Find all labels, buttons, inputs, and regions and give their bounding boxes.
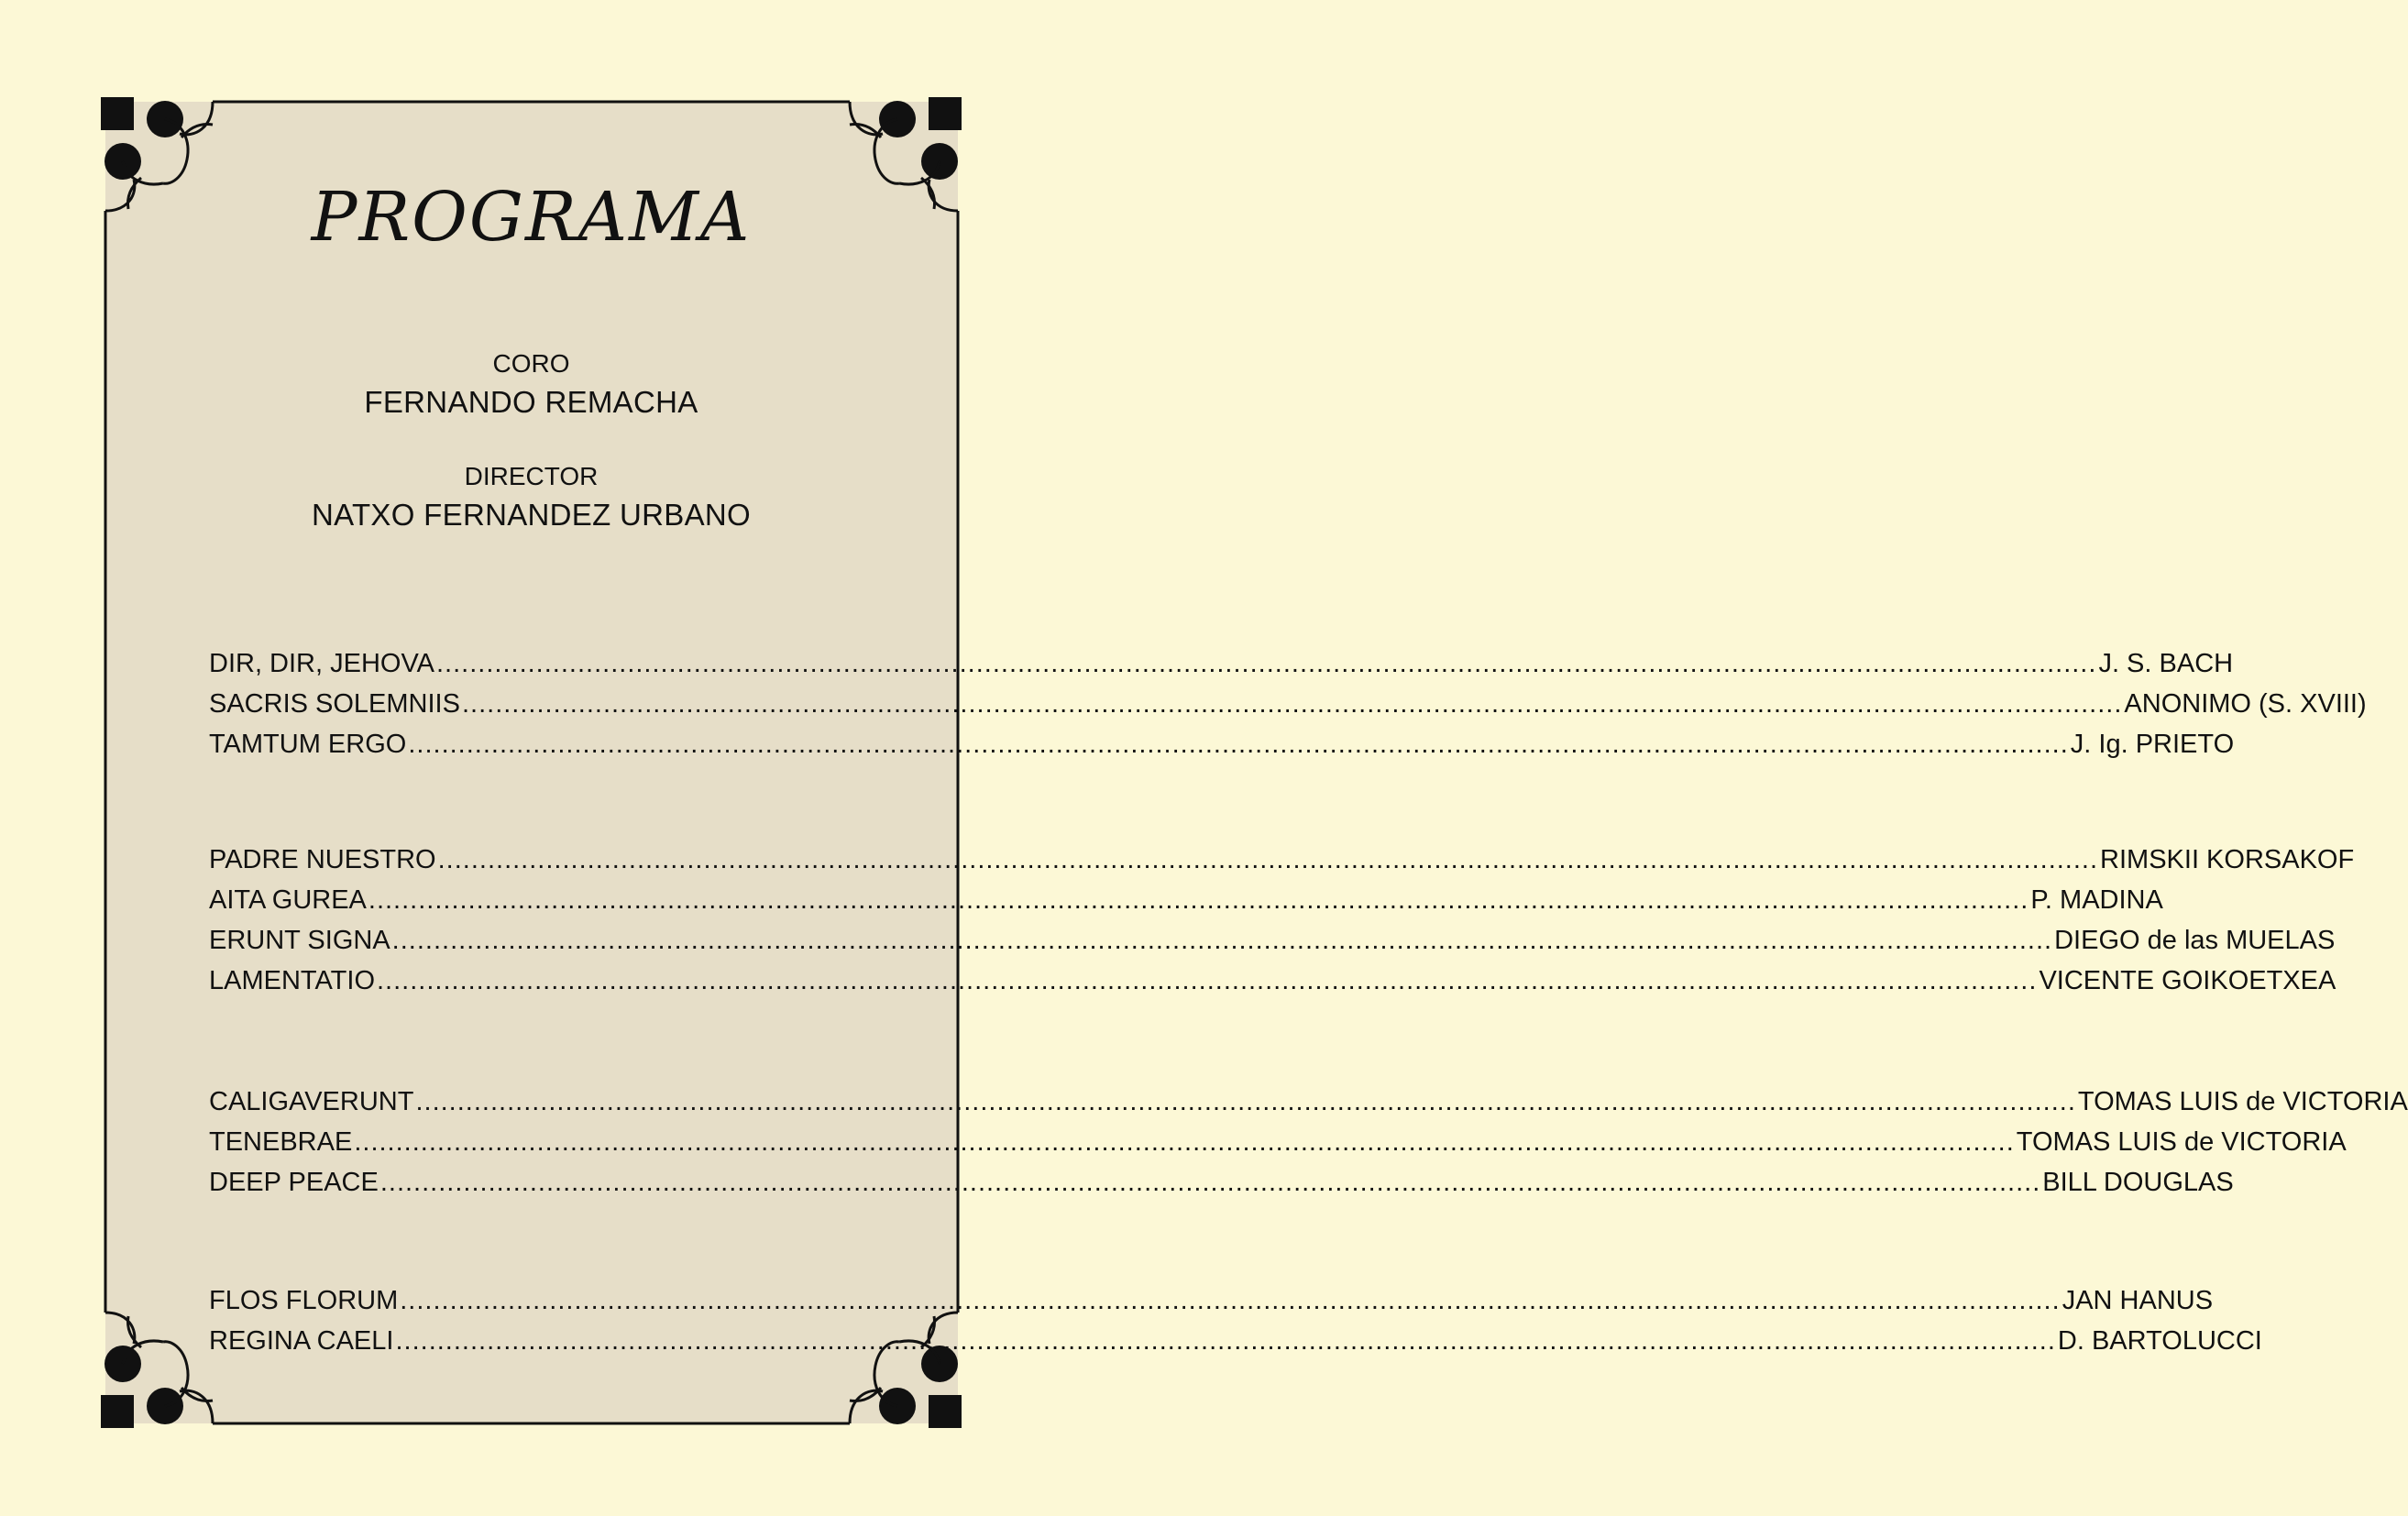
program-item xyxy=(209,643,2234,684)
program-item xyxy=(209,1082,2408,1122)
work-title: DIR, DIR, JEHOVA xyxy=(209,649,434,678)
program-item xyxy=(209,724,2235,764)
program-item xyxy=(209,920,2336,961)
dot-leader: ........................................................................................................................................................................................................ xyxy=(368,885,2029,915)
work-title: LAMENTATIO xyxy=(209,966,375,995)
program-item xyxy=(209,1122,2347,1162)
corner-ornament-bottom-left xyxy=(101,1316,213,1428)
work-title: PADRE NUESTRO xyxy=(209,845,436,874)
dot-leader: ........................................................................................................................................................................................................ xyxy=(395,1326,2056,1356)
composer-name: JAN HANUS xyxy=(2062,1286,2214,1315)
program-item xyxy=(209,1162,2234,1203)
choir-name: FERNANDO REMACHA xyxy=(364,385,698,419)
work-title: ERUNT SIGNA xyxy=(209,926,390,955)
dot-leader: ........................................................................................................................................................................................................ xyxy=(391,926,2053,955)
composer-name: ANONIMO (S. XVIII) xyxy=(2124,689,2367,719)
work-title: TAMTUM ERGO xyxy=(209,730,407,759)
composer-name: VICENTE GOIKOETXEA xyxy=(2039,966,2337,995)
dot-leader: ........................................................................................................................................................................................................ xyxy=(436,649,2097,678)
work-title: REGINA CAELI xyxy=(209,1326,394,1356)
composer-name: TOMAS LUIS de VICTORIA xyxy=(2077,1087,2408,1116)
work-title: FLOS FLORUM xyxy=(209,1286,399,1315)
work-title: CALIGAVERUNT xyxy=(209,1087,414,1116)
work-title: TENEBRAE xyxy=(209,1127,353,1157)
director-label: DIRECTOR xyxy=(464,462,599,490)
program-item xyxy=(209,1280,2214,1321)
program-section-4 xyxy=(209,1280,2262,1361)
composer-name: J. Ig. PRIETO xyxy=(2070,730,2235,759)
work-title: AITA GUREA xyxy=(209,885,367,915)
program-item xyxy=(209,840,2355,880)
dot-leader: ........................................................................................................................................................................................................ xyxy=(437,845,2099,874)
composer-name: D. BARTOLUCCI xyxy=(2057,1326,2262,1356)
composer-name: P. MADINA xyxy=(2030,885,2163,915)
program-section-2 xyxy=(209,840,2355,1001)
work-title: SACRIS SOLEMNIIS xyxy=(209,689,460,719)
dot-leader: ........................................................................................................................................................................................................ xyxy=(377,966,2038,995)
dot-leader: ........................................................................................................................................................................................................ xyxy=(379,1168,2041,1197)
program-item xyxy=(209,684,2367,724)
dot-leader: ........................................................................................................................................................................................................ xyxy=(461,689,2123,719)
dot-leader: ........................................................................................................................................................................................................ xyxy=(408,730,2069,759)
program-section-3 xyxy=(209,1082,2408,1203)
page-title: PROGRAMA xyxy=(311,178,752,257)
composer-name: RIMSKII KORSAKOF xyxy=(2100,845,2355,874)
work-title: DEEP PEACE xyxy=(209,1168,379,1197)
program-item xyxy=(209,1321,2262,1361)
composer-name: J. S. BACH xyxy=(2098,649,2234,678)
program-item xyxy=(209,880,2163,920)
program-section-1 xyxy=(209,643,2367,764)
dot-leader: ........................................................................................................................................................................................................ xyxy=(354,1127,2015,1157)
dot-leader: ........................................................................................................................................................................................................ xyxy=(400,1286,2061,1315)
choir-label: CORO xyxy=(492,349,570,378)
composer-name: TOMAS LUIS de VICTORIA xyxy=(2016,1127,2347,1157)
dot-leader: ........................................................................................................................................................................................................ xyxy=(415,1087,2076,1116)
composer-name: DIEGO de las MUELAS xyxy=(2054,926,2336,955)
director-name: NATXO FERNANDEZ URBANO xyxy=(311,498,752,532)
program-item xyxy=(209,961,2337,1001)
composer-name: BILL DOUGLAS xyxy=(2042,1168,2234,1197)
